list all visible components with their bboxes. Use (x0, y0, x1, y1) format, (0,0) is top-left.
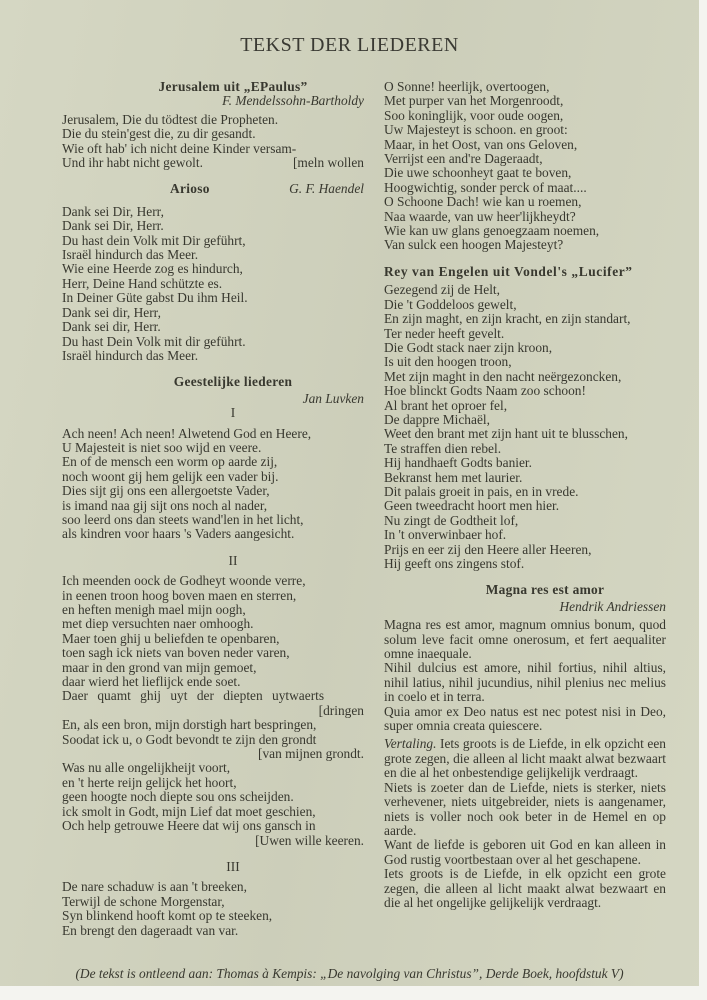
lyric-line: Hoe blinckt Godts Naam zoo schoon! (384, 383, 586, 399)
song-title-jerusalem: Jerusalem uit „EPaulus” (158, 79, 308, 94)
lyric-line: Soo koninglijk, voor oude oogen, (384, 107, 564, 123)
lyric-line: Ich meenden oock de Godheyt woonde verre, (62, 573, 306, 589)
lyric-line: De nare schaduw is aan 't breeken, (62, 879, 247, 895)
lyric-line: Daer quamt ghij uyt der diepten uytwaerts (62, 688, 325, 704)
lyric-line: geen hoogte noch diepte sou ons scheijden. (62, 789, 294, 805)
lyric-line: Und ihr habt nicht gewolt. (62, 155, 203, 171)
song-header-arioso (62, 182, 364, 196)
lyric-line: En zijn maght, en zijn kracht, en zijn standart, (384, 311, 631, 327)
lyric-line: Maar, in het Oost, van ons Geloven, (384, 136, 578, 152)
lyric-continuation: [Uwen wille keeren. (255, 832, 364, 848)
lyric-line: En brengt den dageraadt van var. (62, 922, 239, 938)
lyric-line: Ter neder heeft gevelt. (384, 325, 505, 341)
lyrics-part-i (62, 427, 364, 542)
lyric-line: Du hast dein Volk mit Dir geführt, (62, 232, 246, 248)
translation-label: Vertaling. (384, 736, 437, 752)
lyric-line: Met purper van het Morgenroodt, (384, 93, 564, 109)
lyric-line: Hoogwichtig, sonder perck of maat.... (384, 179, 587, 195)
lyric-line: maar in den grond van mijn gemoet, (62, 659, 257, 675)
translation-paragraph: Want de liefde is geboren uit God en kan alleen in God rustig voortbestaan over al het geschapene. (384, 837, 666, 867)
latin-paragraph: Quia amor ex Deo natus est nec potest nisi in Deo, super omnia creata quiescere. (384, 703, 666, 734)
lyric-line: In Deiner Güte gabst Du ihm Heil. (62, 290, 248, 306)
translation-paragraph: Iets groots is de Liefde, in elk opzicht een grote zegen, die alleen al licht maakt alwat bezwaart en die al het ongelijke gelijkelijk verdraagt. (384, 866, 666, 910)
lyrics-part-ii (62, 574, 364, 848)
song-title-magna-res: Magna res est amor (485, 582, 605, 598)
lyric-line: als kindren voor haars 's Vaders aangesicht. (62, 526, 295, 542)
composer-luvken: Jan Luvken (302, 390, 364, 406)
translation-paragraph-text: Iets groots is de Liefde, in elk opzicht een grote zegen, die alleen al licht maakt alwat bezwaart en die al het onbestendige gelijkelijk verdraagt. (384, 736, 666, 781)
composer-andriessen: Hendrik Andriessen (559, 598, 666, 614)
lyric-line: Is uit den hoogen troon, (384, 354, 512, 370)
lyric-line: Soodat ick u, o Godt bevondt te zijn den grondt (62, 731, 317, 747)
lyric-line: Israël hindurch das Meer. (62, 347, 199, 363)
lyric-line: Hij handhaeft Godts banier. (384, 455, 533, 471)
lyric-line: met diep versuchten naer omhoogh. (62, 616, 254, 632)
composer-haendel: G. F. Haendel (289, 181, 364, 197)
lyric-line: Bekranst hem met laurier. (384, 469, 523, 485)
lyric-line: Du hast Dein Volk mit dir geführt. (62, 333, 246, 349)
lyric-line: Och help getrouwe Heere dat wij ons gansch in (62, 818, 316, 834)
lyric-line: Wie eine Heerde zog es hindurch, (62, 261, 243, 277)
lyric-line: Wie kan uw glans genoegzaam noemen, (384, 223, 600, 239)
song-title-rey-van-engelen: Rey van Engelen uit Vondel's „Lucifer” (384, 263, 633, 279)
lyric-line: Naa waarde, van uw heer'lijkheydt? (384, 208, 576, 224)
lyric-line: De dappre Michaël, (384, 411, 490, 427)
lyric-line: U Majesteit is niet soo wijd en veere. (62, 439, 262, 455)
lyric-line: en 't herte reijn gelijck het hoort, (62, 774, 237, 790)
song-title-arioso: Arioso (170, 181, 210, 197)
lyric-line: ick smolt in Godt, mijn Lief dat moet geschien, (62, 803, 316, 819)
lyric-line: Weet den brant met zijn hant uit te blusschen, (384, 426, 628, 442)
latin-text (384, 618, 666, 733)
lyric-line: Hij geeft ons zingens stof. (384, 556, 525, 571)
lyric-line: In 't onverwinbaer hof. (384, 527, 507, 543)
section-numeral-iii: III (226, 858, 240, 874)
lyric-line: En of de mensch een worm op aarde zij, (62, 454, 278, 470)
lyric-line: Die Godt stack naer zijn kroon, (384, 339, 553, 355)
section-numeral-ii: II (228, 552, 238, 568)
lyric-line: Die du stein'gest die, zu dir gesandt. (62, 126, 256, 142)
lyric-line: Nu zingt de Godtheit lof, (384, 512, 519, 528)
right-column (384, 80, 666, 910)
lyric-line: Wie oft hab' ich nicht deine Kinder versam- (62, 140, 297, 156)
lyric-line: En, als een bron, mijn dorstigh hart bespringen, (62, 717, 317, 733)
lyric-line: Jerusalem, Die du tödtest die Propheten. (62, 111, 279, 127)
latin-paragraph: Magna res est amor, magnum omnius bonum, quod solum leve facit omne onerosum, et fert aequaliter omne inaequale. (384, 617, 666, 662)
lyrics-part-iii (62, 880, 364, 938)
lyric-line: Al brant het oproer fel, (384, 397, 508, 413)
lyric-line: soo leerd ons dan steets wand'len in het licht, (62, 511, 304, 527)
lyric-line: Uw Majesteyt is schoon. en groot: (384, 122, 568, 138)
page-title: TEKST DER LIEDEREN (240, 34, 459, 56)
lyric-line: en heften menigh mael mijn oogh, (62, 602, 246, 617)
source-footnote: (De tekst is ontleend aan: Thomas à Kempis: „De navolging van Christus”, Derde Boek, hoofdstuk V) (75, 966, 624, 981)
translation-text (384, 737, 666, 910)
translation-paragraph: Niets is zoeter dan de Liefde, niets is sterker, niets verhevener, niets uitgebreider, niets is aangenamer, niets is voller noch ook beter in de Hemel en op aarde. (384, 779, 666, 838)
lyric-line: Gezegend zij de Helt, (384, 282, 500, 298)
lyric-line: Syn blinkend hooft komt op te steeken, (62, 908, 273, 924)
lyric-line: daar wierd het lieflijck ende soet. (62, 674, 241, 690)
lyric-line: toen sagh ick niets van boven neder varen, (62, 645, 290, 661)
lyric-line: Geen tweedracht hoort men hier. (384, 498, 560, 514)
lyric-line: Dies sijt gij ons een allergoetste Vader, (62, 483, 270, 499)
lyric-line: Herr, Deine Hand schützte es. (62, 275, 223, 291)
lyric-line: Verrijst een and're Dageraadt, (384, 151, 543, 167)
lyrics-jerusalem (62, 113, 364, 171)
lyric-line: Was nu alle ongelijkheijt voort, (62, 760, 231, 776)
lyric-line: Met zijn maght in den nacht neërgezoncken, (384, 368, 622, 384)
lyric-continuation: [dringen (318, 702, 364, 718)
lyric-line: Dank sei dir, Herr. (62, 319, 161, 335)
lyric-line: Ach neen! Ach neen! Alwetend God en Heere, (62, 425, 312, 441)
lyric-line: O Sonne! heerlijk, overtoogen, (384, 79, 550, 94)
lyric-line: Maer toen ghij u beliefden te openbaren, (62, 630, 280, 646)
lyric-line: Die 't Goddeloos gewelt, (384, 296, 517, 312)
lyric-line: Dank sei dir, Herr, (62, 304, 161, 320)
composer-mendelssohn: F. Mendelssohn-Bartholdy (222, 93, 364, 109)
lyric-line: Die uwe schoonheyt gaat te boven, (384, 165, 572, 181)
lyric-line: O Schoone Dach! wie kan u roemen, (384, 194, 582, 210)
latin-paragraph: Nihil dulcius est amore, nihil fortius, nihil altius, nihil latius, nihil jucundius, nihil plenius nec melius in coelo et in terra. (384, 660, 666, 705)
lyric-line: Van sulck een hoogen Majesteyt? (384, 237, 564, 253)
lyric-line: Te straffen dien rebel. (384, 440, 502, 456)
lyrics-arioso (62, 205, 364, 363)
lyric-line: noch woont gij hem gelijk een vader bij. (62, 468, 279, 484)
lyric-line: Prijs en eer zij den Heere aller Heeren, (384, 541, 592, 557)
lyric-line: Dit palais groeit in pais, en in vrede. (384, 483, 579, 499)
song-title-geestelijke-liederen: Geestelijke liederen (173, 374, 293, 390)
lyric-continuation: [meln wollen (292, 155, 364, 171)
lyric-line: Dank sei Dir, Herr. (62, 218, 164, 234)
lyric-line: Terwijl de schone Morgenstar, (62, 893, 225, 909)
translation-paragraph (384, 737, 666, 780)
lyrics-part-iii-continued (384, 80, 666, 253)
section-numeral-i: I (230, 405, 236, 421)
lyrics-rey-van-engelen (384, 283, 666, 571)
lyric-continuation: [van mijnen grondt. (258, 746, 364, 762)
left-column (62, 80, 364, 938)
lyric-line: Dank sei Dir, Herr, (62, 203, 164, 219)
lyric-line: in eenen troon hoog boven maen en sterren, (62, 587, 297, 603)
lyric-line: is imand naa gij sijt ons noch al nader, (62, 497, 268, 513)
lyric-line: Israël hindurch das Meer. (62, 247, 199, 263)
